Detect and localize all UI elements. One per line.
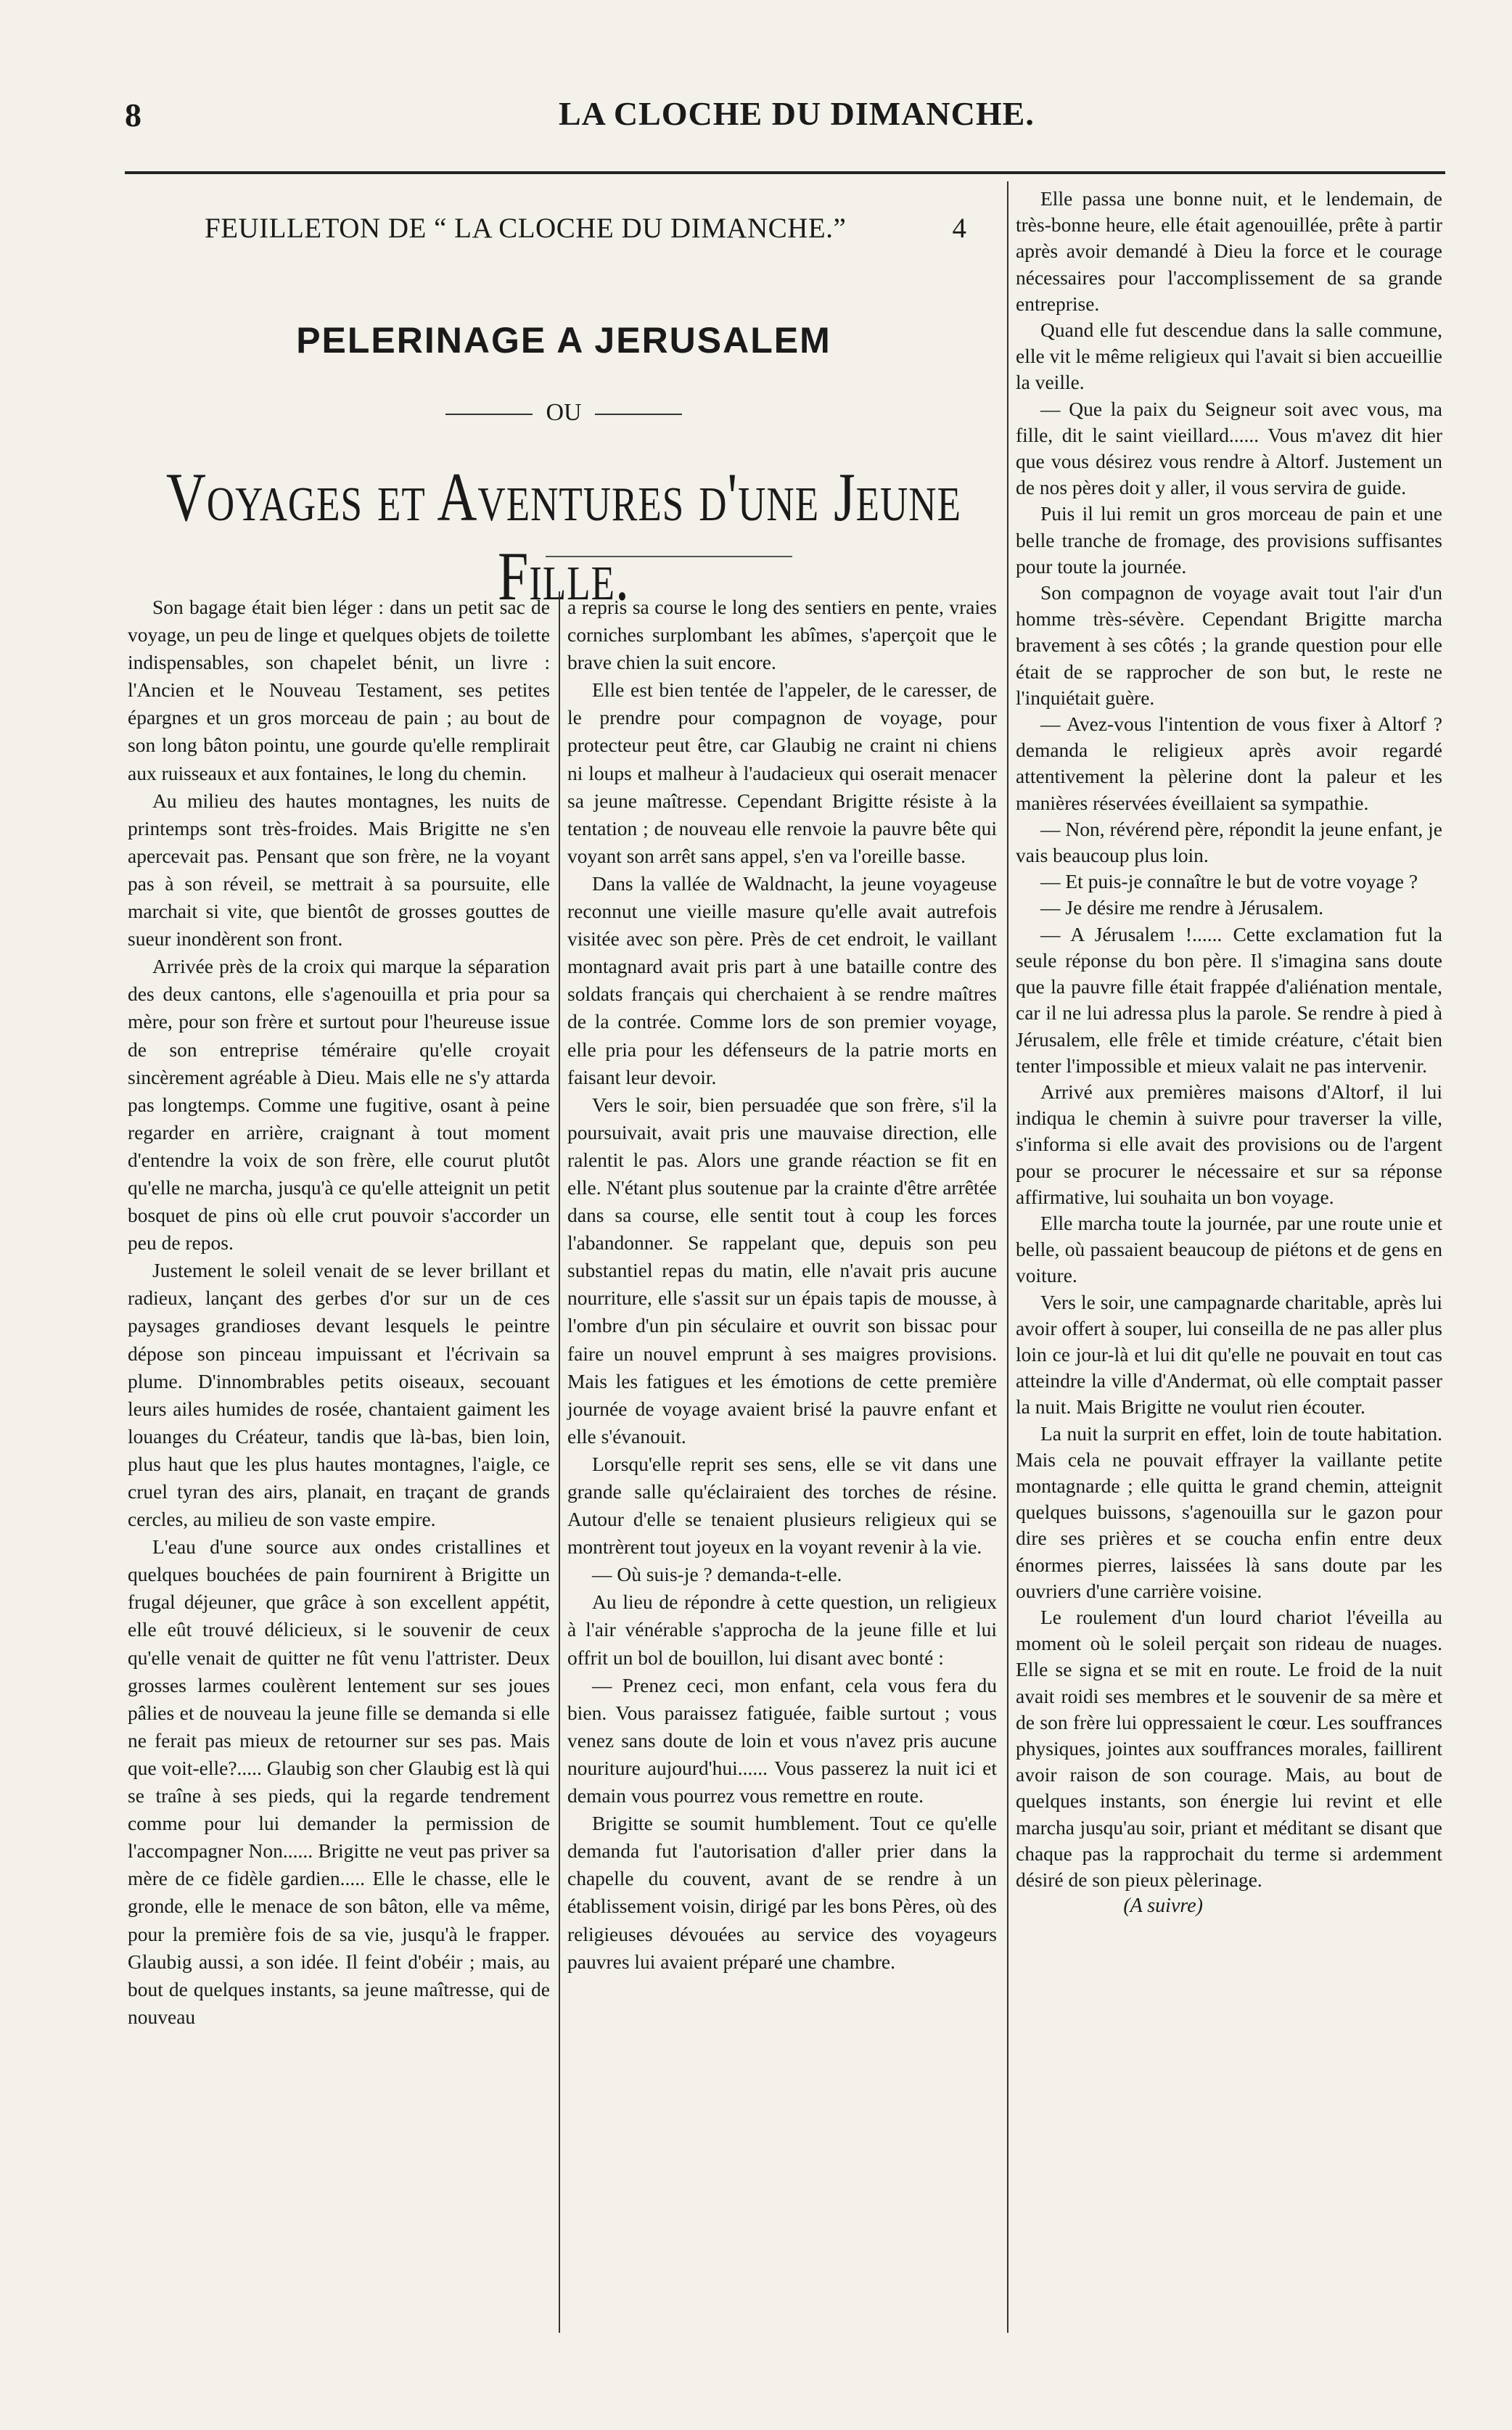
paragraph: Justement le soleil venait de se lever brillant et radieux, lançant des gerbes d'or sur un de ces paysages grandioses devant lesquels le peintre dépose son pinceau impuissant et l'écrivain sa plume. D'innombrables petits oiseaux, secouant leurs ailes humides de rosée, chantaient gaiment les louanges du Créateur, tandis que là-bas, bien loin, plus haut que les plus hautes montagnes, l'aigle, ce cruel tyran des airs, planait, en traçant de grands cercles, au milieu de son vaste empire. bbox=[128, 1259, 550, 1531]
paragraph: Au lieu de répondre à cette question, un religieux à l'air vénérable s'approcha de la jeune fille et lui offrit un bol de bouillon, lui disant avec bonté : bbox=[567, 1590, 997, 1669]
paragraph: — Où suis-je ? demanda-t-elle. bbox=[592, 1563, 842, 1586]
running-header: LA CLOCHE DU DIMANCHE. bbox=[559, 95, 1035, 132]
ou-connector bbox=[125, 399, 1003, 427]
paragraph: Brigitte se soumit humblement. Tout ce qu'elle demanda fut l'autorisation d'aller prier dans la chapelle du couvent, avant de se rendre à un établissement voisin, dirigé par les bons Pères, où des religieuses dévouées au service des voyageurs pauvres lui avaient préparé une chambre. bbox=[567, 1812, 997, 1973]
main-title: PELERINAGE A JERUSALEM bbox=[296, 320, 831, 361]
paragraph: Son bagage était bien léger : dans un petit sac de voyage, un peu de linge et quelques objets de toilette indispensables, son chapelet bénit, un livre : l'Ancien et le Nouveau Testament, ses petites épargnes et un gros morceau de pain ; au bout de son long bâton pointu, une gourde qu'elle remplirait aux ruisseaux et aux fontaines, le long du chemin. bbox=[128, 596, 550, 784]
paragraph: La nuit la surprit en effet, loin de toute habitation. Mais cela ne pouvait effrayer la vaillante petite montagnarde ; elle quitta le grand chemin, atteignit quelques buissons, s'agenouilla sur le gazon pour dire ses prières et se coucha enfin entre deux énormes pierres, laissées là sans doute par les ouvriers d'une carrière voisine. bbox=[1016, 1421, 1442, 1602]
paragraph: Puis il lui remit un gros morceau de pain et une belle tranche de fromage, des provisions suffisantes pour toute la journée. bbox=[1016, 502, 1442, 578]
feuilleton-block bbox=[125, 183, 1003, 615]
paragraph: L'eau d'une source aux ondes cristallines et quelques bouchées de pain fournirent à Brigitte un frugal déjeuner, que grâce à son excellent appétit, elle eût trouvé délicieux, si le souvenir de ceux qu'elle venait de quitter ne fût venu l'attrister. Deux grosses larmes coulèrent lentement sur ses joues pâlies et de nouveau la jeune fille se demanda si elle ne ferait pas mieux de retourner sur ses pas. Mais que voit-elle?..... Glaubig son cher Glaubig est là qui se traîne à ses pieds, qui la regarde tendrement comme pour lui demander la permission de l'accompagner Non...... Brigitte ne veut pas priver sa mère de ce fidèle gardien..... Elle le chasse, elle le gronde, elle le menace de son bâton, elle va même, pour la première fois de sa vie, jusqu'à le frapper. Glaubig aussi, a son idée. Il feint d'obéir ; mais, au bout de quelques instants, sa jeune maîtresse, qui de nouveau bbox=[128, 1535, 550, 2028]
feuilleton-line: FEUILLETON DE “ LA CLOCHE DU DIMANCHE.” bbox=[205, 213, 847, 244]
ou-dash-right bbox=[595, 414, 682, 415]
feuilleton-number: 4 bbox=[952, 213, 966, 244]
paragraph: Vers le soir, bien persuadée que son frère, s'il la poursuivait, avait pris une mauvaise direction, elle ralentit le pas. Alors une grande réaction se fit en elle. N'étant plus soutenue par la crainte d'être arrêtée dans sa course, elle sentit tout à coup les forces l'abandonner. Se rappelant que, depuis son peu substantiel repas du matin, elle n'avait pris aucune nourriture, elle s'assit sur un épais tapis de mousse, à l'ombre d'un pin séculaire et ouvrit son bissac pour faire un nouvel emprunt à ses maigres provisions. Mais les fatigues et les émotions de cette première journée de voyage avaient brisé la pauvre enfant et elle s'évanouit. bbox=[567, 1093, 997, 1448]
title-rule bbox=[546, 556, 792, 557]
column-rule-right bbox=[559, 591, 560, 2333]
paragraph: Elle marcha toute la journée, par une route unie et belle, où passaient beaucoup de piétons et de gens en voiture. bbox=[1016, 1211, 1442, 1287]
paragraph: — Prenez ceci, mon enfant, cela vous fera du bien. Vous paraissez fatiguée, faible surtout ; vous venez sans doute de loin et vous n'avez pris aucune nouriture aujourd'hui...... Vous passerez la nuit ici et demain vous pourrez vous remettre en route. bbox=[567, 1673, 997, 1807]
paragraph: Quand elle fut descendue dans la salle commune, elle vit le même religieux qui l'avait si bien accueillie la veille. bbox=[1016, 319, 1442, 394]
paragraph: Arrivé aux premières maisons d'Altorf, il lui indiqua le chemin à suivre pour traverser la ville, s'informa si elle avait des provisions ou de l'argent pour se procurer le nécessaire et sur sa réponse affirmative, lui souhaita un bon voyage. bbox=[1016, 1080, 1442, 1208]
paragraph: — A Jérusalem !...... Cette exclamation fut la seule réponse du bon père. Il s'imagina sans doute que la pauvre fille était frappée d'aliénation mentale, car il ne lui adressa plus la parole. Se rendre à pied à Jérusalem, elle frêle et timide créature, c'était bien tenter l'impossible et mieux valait ne pas intervenir. bbox=[1016, 922, 1442, 1077]
paragraph: — Avez-vous l'intention de vous fixer à Altorf ? demanda le religieux après avoir regardé attentivement la pèlerine dont la paleur et les manières réservées éveillaient sa sympathie. bbox=[1016, 713, 1442, 814]
paragraph: — Je désire me rendre à Jérusalem. bbox=[1040, 896, 1324, 919]
paragraph: — Et puis-je connaître le but de votre voyage ? bbox=[1040, 870, 1418, 893]
paragraph: Son compagnon de voyage avait tout l'air d'un homme très-sévère. Cependant Brigitte marcha bravement à ses côtés ; la grande question pour elle était de se rapprocher de son but, le reste ne l'inquiétait guère. bbox=[1016, 581, 1442, 709]
paragraph: — Non, révérend père, répondit la jeune enfant, je vais beaucoup plus loin. bbox=[1016, 817, 1442, 867]
column-right bbox=[1016, 186, 1442, 1919]
page-number: 8 bbox=[125, 97, 141, 134]
column-left bbox=[128, 594, 550, 2031]
ou-dash-left bbox=[445, 414, 533, 415]
paragraph: Lorsqu'elle reprit ses sens, elle se vit dans une grande salle qu'éclairaient des torches de résine. Autour d'elle se tenaient plusieurs religieux qui se montrèrent tout joyeux en la voyant revenir à la vie. bbox=[567, 1452, 997, 1559]
paragraph: Elle est bien tentée de l'appeler, de le caresser, de le prendre pour compagnon de voyage, pour protecteur peut être, car Glaubig ne craint ni chiens ni loups et malheur à l'audacieux qui oserait menacer sa jeune maîtresse. Cependant Brigitte résiste à la tentation ; de nouveau elle renvoie la pauvre bête qui voyant son arrêt sans appel, s'en va l'oreille basse. bbox=[567, 678, 997, 867]
header-rule bbox=[125, 171, 1445, 174]
paragraph: Le roulement d'un lourd chariot l'éveilla au moment où le soleil perçait son rideau de nuages. Elle se signa et se mit en route. Le froid de la nuit avait roidi ses membres et le souvenir de sa mère et de son frère lui oppressaient le cœur. Les souffrances physiques, jointes aux souffrances morales, faillirent avoir raison de son courage. Mais, au bout de quelques instants, son énergie lui revint et elle marcha jusqu'au soir, priant et méditant se disant que chaque pas la rapprochait du terme si ardemment désiré de son pieux pèlerinage. bbox=[1016, 1605, 1442, 1891]
paragraph: — Que la paix du Seigneur soit avec vous, ma fille, dit le saint vieillard...... Vous m'avez dit hier que vous désirez vous rendre à Altorf. Justement un de nos pères doit y aller, il vous servira de guide. bbox=[1016, 397, 1442, 499]
subtitle: Voyages et Aventures d'une Jeune Fille. bbox=[166, 459, 961, 615]
paragraph: Elle passa une bonne nuit, et le lendemain, de très-bonne heure, elle était agenouillée, prête à partir après avoir demandé à Dieu la force et le courage nécessaires pour l'accomplissement de sa grande entreprise. bbox=[1016, 187, 1442, 315]
paragraph: Vers le soir, une campagnarde charitable, après lui avoir offert à souper, lui conseilla de ne pas aller plus loin ce jour-là et lui dit qu'elle ne pouvait en tout cas atteindre la ville d'Andermat, où elle comptait passer la nuit. Mais Brigitte ne voulut rien écouter. bbox=[1016, 1290, 1442, 1419]
paragraph: Dans la vallée de Waldnacht, la jeune voyageuse reconnut une vieille masure qu'elle avait autrefois visitée avec son père. Près de cet endroit, le vaillant montagnard avait pris part à une bataille contre des soldats français qui cherchaient à se rendre maîtres de la contrée. Comme lors de son premier voyage, elle pria pour les défenseurs de la patrie morts en faisant leur devoir. bbox=[567, 871, 997, 1088]
column-middle bbox=[567, 594, 997, 1976]
paragraph: a repris sa course le long des sentiers en pente, vraies corniches surplombant les abîmes, s'aperçoit que le brave chien la suit encore. bbox=[567, 596, 997, 674]
continued-note: (A suivre) bbox=[1123, 1895, 1203, 1918]
column-rule-left bbox=[1007, 181, 1008, 2333]
paragraph: Arrivée près de la croix qui marque la séparation des deux cantons, elle s'agenouilla et pria pour sa mère, pour son frère et surtout pour l'heureuse issue de son entreprise téméraire qu'elle croyait sincèrement agréable à Dieu. Mais elle ne s'y attarda pas longtemps. Comme une fugitive, osant à peine regarder en arrière, craignant à tout moment d'entendre la voix de son frère, elle courut plutôt qu'elle ne marcha, jusqu'à ce qu'elle atteignit un petit bosquet de pins où elle crut pouvoir s'accorder un peu de repos. bbox=[128, 955, 550, 1255]
paragraph: Au milieu des hautes montagnes, les nuits de printemps sont très-froides. Mais Brigitte ne s'en apercevait pas. Pensant que son frère, ne la voyant pas à son réveil, se mettrait à sa poursuite, elle marchait si vite, que bientôt de grosses gouttes de sueur inondèrent son front. bbox=[128, 789, 550, 951]
ou-text: OU bbox=[546, 399, 582, 426]
